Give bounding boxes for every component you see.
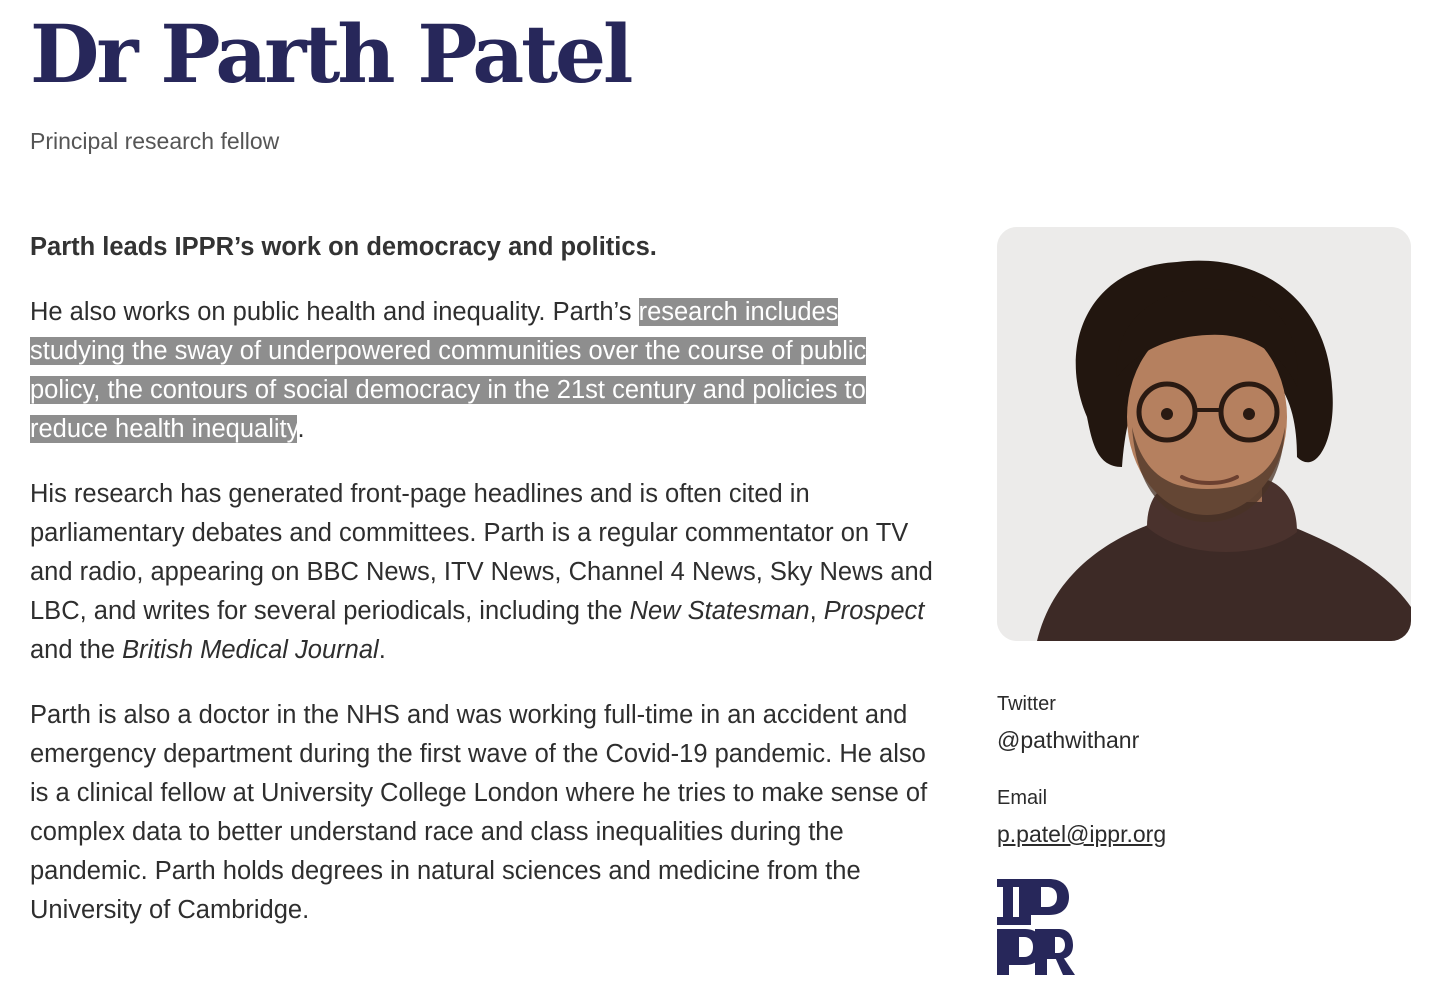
- sidebar: [997, 227, 1411, 975]
- bio-paragraph-4: Parth is also a doctor in the NHS and was working full-time in an accident and emergency department during the first wave of the Covid-19 pandemic. He also is a clinical fellow at University College London where he tries to make sense of complex data to better understand race and class inequalities during the pandemic. Parth holds degrees in natural sciences and medicine from the University of Cambridge.: [30, 701, 928, 924]
- publication-new-statesman: New Statesman: [629, 597, 810, 625]
- profile-photo: [997, 227, 1411, 641]
- publication-bmj: British Medical Journal: [122, 636, 379, 664]
- twitter-handle[interactable]: @pathwithanr: [997, 727, 1140, 753]
- portrait-illustration: [997, 227, 1411, 641]
- bio-p3-text: His research has generated front-page headlines and is often cited in parliamentary debates and committees. Parth is a regular commentator on TV and radio, appearing on BBC News, ITV News, Channel 4 News, Sky News and LBC, and writes for several periodicals, including the: [30, 480, 933, 625]
- twitter-label: Twitter: [997, 693, 1056, 715]
- bio-paragraph-3: [30, 475, 935, 670]
- email-link[interactable]: p.patel@ippr.org: [997, 821, 1167, 847]
- ippr-logo-mark: [997, 879, 1075, 975]
- selected-text[interactable]: research includes studying the sway of underpowered communities over the course of public policy, the contours of social democracy in the 21st century and policies to reduce health inequality: [30, 298, 867, 443]
- email-label: Email: [997, 787, 1048, 809]
- profile-role: Principal research fellow: [30, 128, 280, 154]
- ippr-logo-icon: [997, 879, 1075, 975]
- bio-lead: Parth leads IPPR’s work on democracy and politics.: [30, 233, 657, 261]
- publication-prospect: Prospect: [823, 597, 925, 625]
- bio-p2-before: He also works on public health and inequality. Parth’s: [30, 298, 639, 326]
- bio-section: [30, 228, 935, 956]
- bio-p2-after: .: [297, 415, 305, 443]
- bio-p3-sep1: ,: [809, 597, 824, 625]
- bio-p3-end: .: [378, 636, 386, 664]
- bio-p3-sep2: and the: [30, 636, 123, 664]
- profile-name: Dr Parth Patel: [30, 7, 631, 101]
- bio-paragraph-2: [30, 293, 935, 449]
